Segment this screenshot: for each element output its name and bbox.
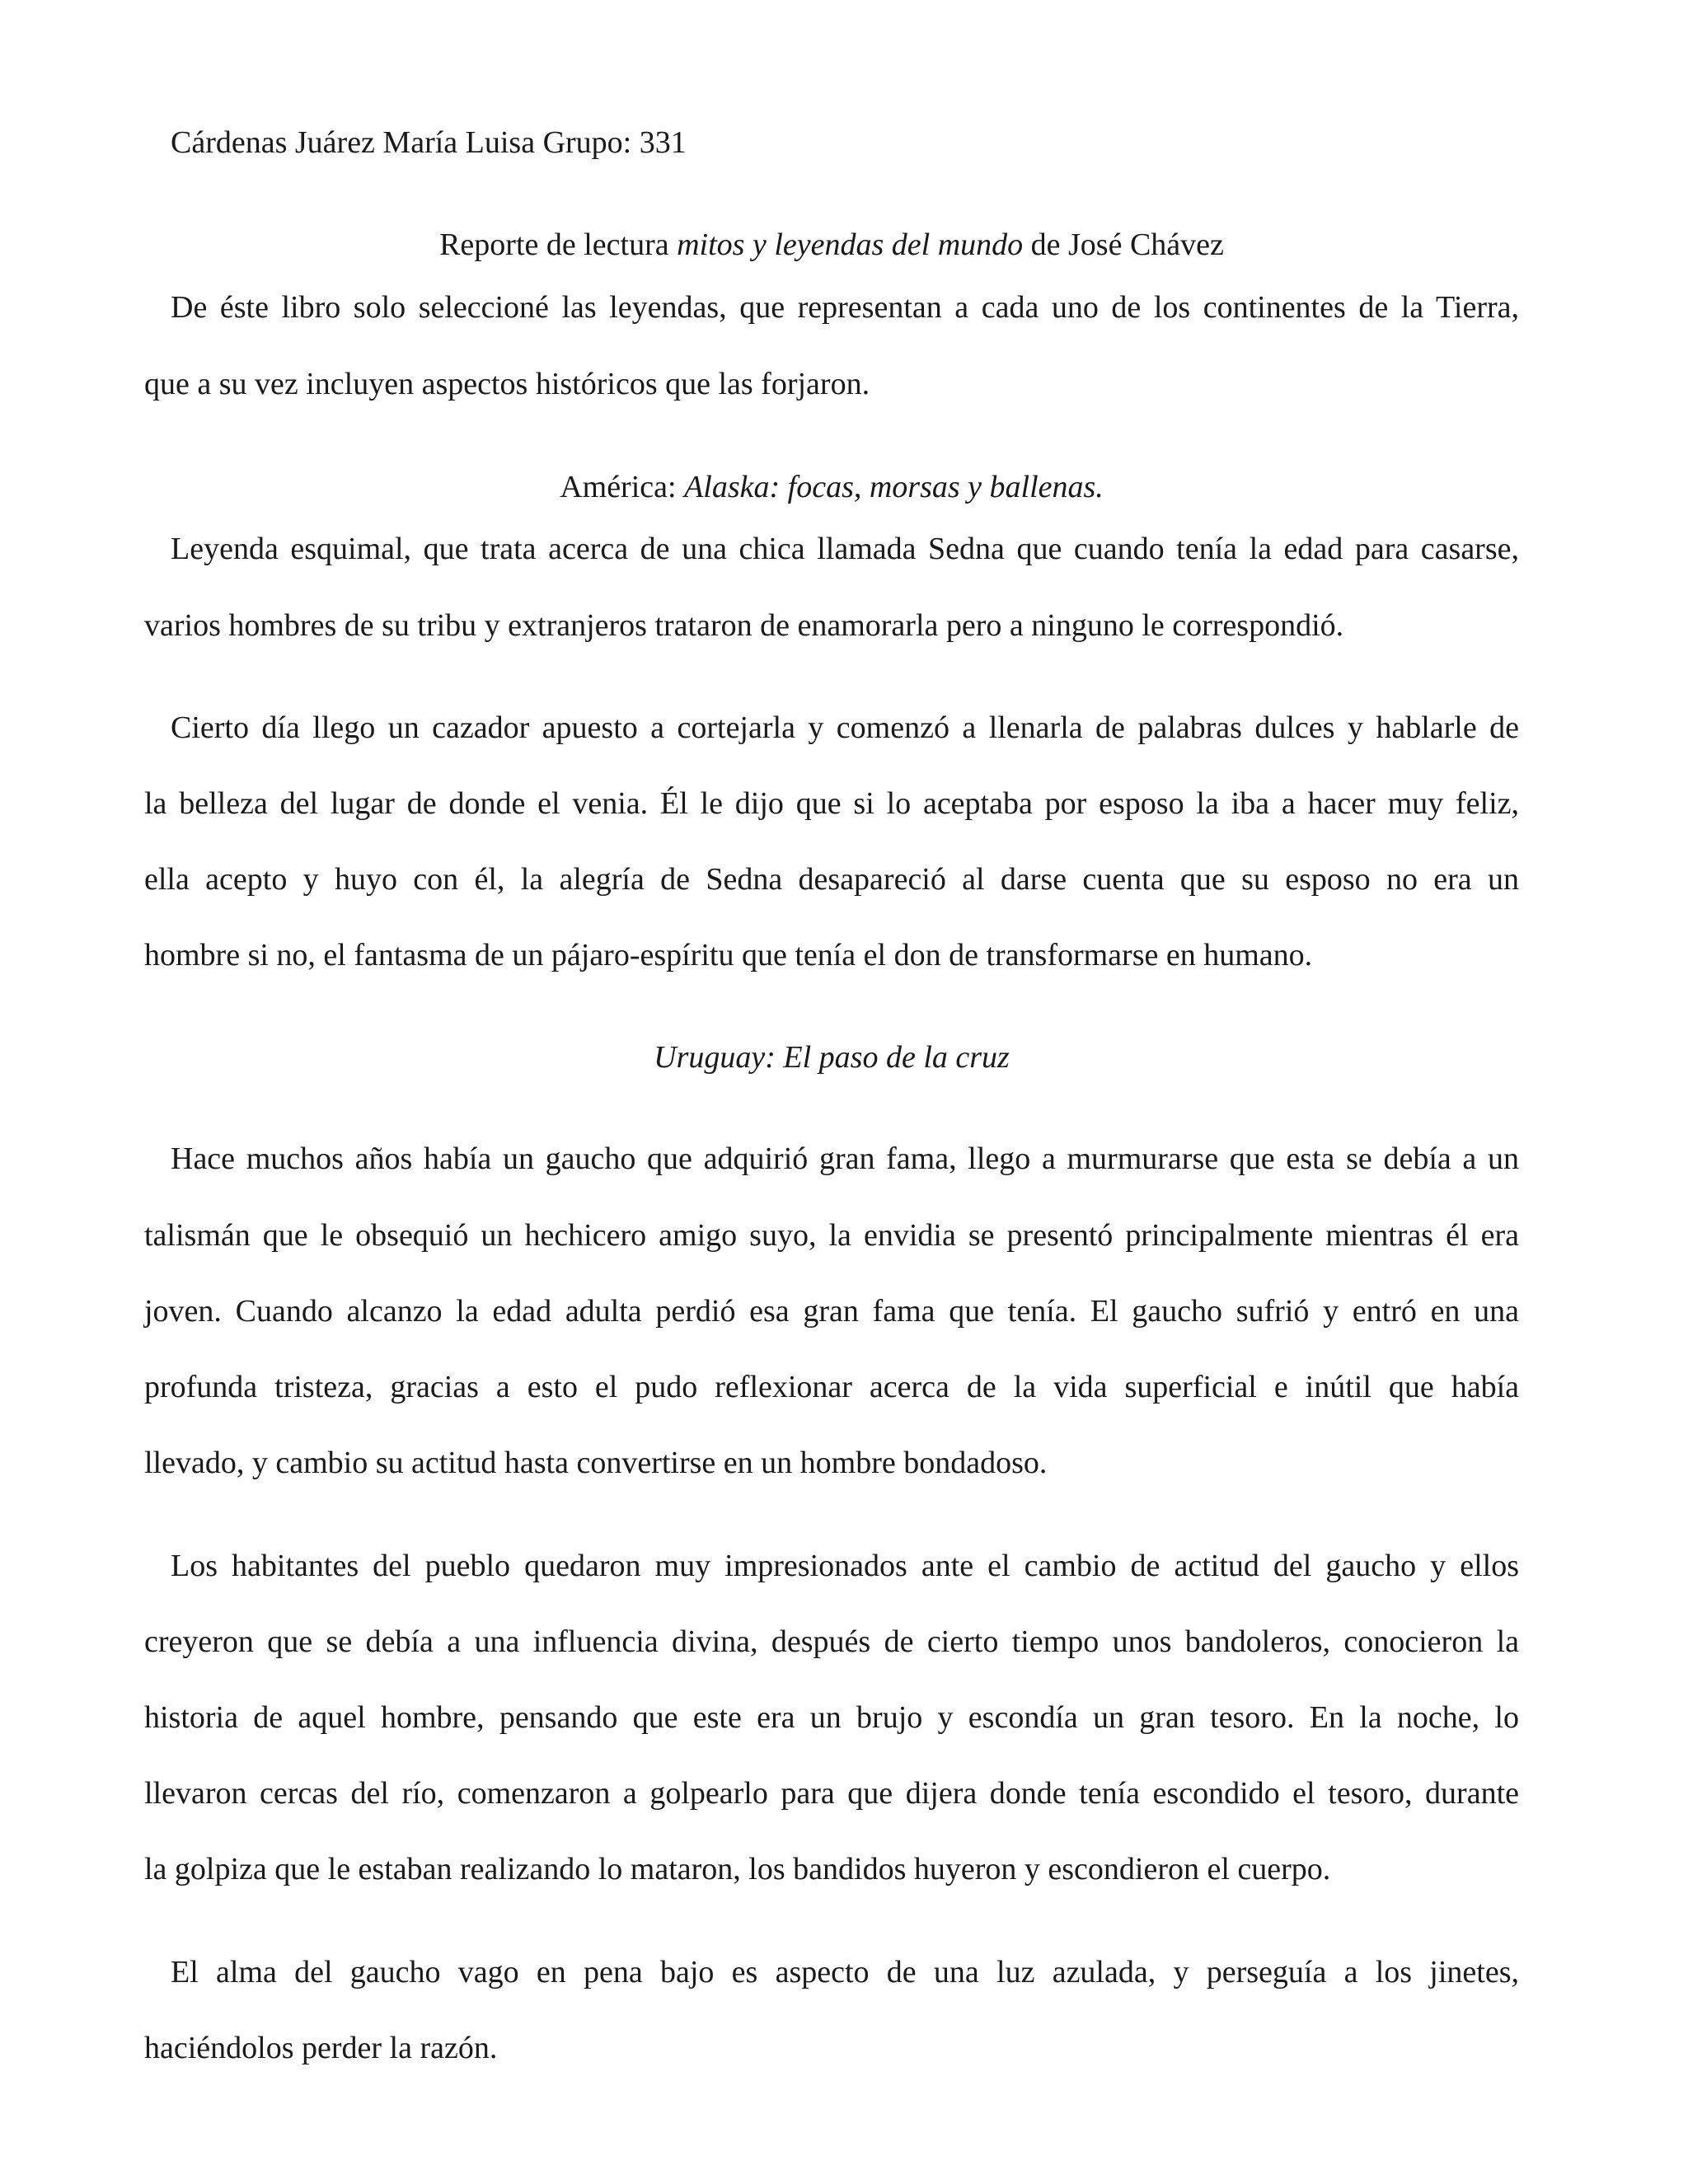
uruguay-p1-line-2: talismán que le obsequió un hechicero amigo suyo, la envidia se presentó principalmente mientras él era — [144, 1218, 1519, 1253]
america-p2-line-4: hombre si no, el fantasma de un pájaro-espíritu que tenía el don de transformarse en humano. — [144, 938, 1313, 972]
uruguay-p2-line-1: Los habitantes del pueblo quedaron muy impresionados ante el cambio de actitud del gaucho y ellos — [171, 1549, 1519, 1583]
uruguay-p2-line-4: llevaron cercas del río, comenzaron a golpearlo para que dijera donde tenía escondido el tesoro, durante — [144, 1776, 1519, 1811]
america-p1-line-2: varios hombres de su tribu y extranjeros trataron de enamorarla pero a ninguno le correspondió. — [144, 608, 1344, 643]
america-p2-line-3: ella acepto y huyo con él, la alegría de Sedna desapareció al darse cuenta que su esposo no era un — [144, 862, 1519, 897]
uruguay-p2-line-5: la golpiza que le estaban realizando lo mataron, los bandidos huyeron y escondieron el cuerpo. — [144, 1852, 1331, 1886]
america-p2-line-1: Cierto día llego un cazador apuesto a cortejarla y comenzó a llenarla de palabras dulces y hablarle de — [171, 710, 1519, 745]
america-heading-prefix: América: — [560, 470, 685, 504]
uruguay-heading-text: Uruguay: El paso de la cruz — [654, 1040, 1010, 1075]
uruguay-p2-line-2: creyeron que se debía a una influencia divina, después de cierto tiempo unos bandoleros, conocieron la — [144, 1624, 1519, 1659]
intro-line-1: De éste libro solo seleccioné las leyendas, que representan a cada uno de los continentes de la Tierra, — [171, 290, 1519, 325]
uruguay-heading — [144, 1038, 1519, 1076]
america-heading — [144, 468, 1519, 506]
uruguay-p1-line-4: profunda tristeza, gracias a esto el pudo reflexionar acerca de la vida superficial e inútil que había — [144, 1370, 1519, 1404]
uruguay-p3-line-2: haciéndolos perder la razón. — [144, 2031, 498, 2065]
uruguay-p3-line-1: El alma del gaucho vago en pena bajo es aspecto de una luz azulada, y perseguía a los jinetes, — [171, 1955, 1519, 1990]
uruguay-p1-line-3: joven. Cuando alcanzo la edad adulta perdió esa gran fama que tenía. El gaucho sufrió y entró en una — [144, 1294, 1519, 1329]
uruguay-p1-line-1: Hace muchos años había un gaucho que adquirió gran fama, llego a murmurarse que esta se debía a un — [171, 1141, 1519, 1176]
title-suffix: de José Chávez — [1023, 227, 1224, 262]
america-p2-line-2: la belleza del lugar de donde el venia. Él le dijo que si lo aceptaba por esposo la iba a hacer muy feliz, — [144, 786, 1519, 821]
intro-line-2: que a su vez incluyen aspectos históricos que las forjaron. — [144, 367, 870, 401]
america-heading-italic: Alaska: focas, morsas y ballenas. — [684, 470, 1104, 504]
report-title — [144, 226, 1519, 264]
author-line: Cárdenas Juárez María Luisa Grupo: 331 — [171, 125, 687, 160]
uruguay-p2-line-3: historia de aquel hombre, pensando que este era un brujo y escondía un gran tesoro. En la noche, lo — [144, 1700, 1519, 1735]
title-book: mitos y leyendas del mundo — [677, 227, 1024, 262]
america-p1-line-1: Leyenda esquimal, que trata acerca de una chica llamada Sedna que cuando tenía la edad para casarse, — [171, 532, 1519, 566]
uruguay-p1-line-5: llevado, y cambio su actitud hasta convertirse en un hombre bondadoso. — [144, 1446, 1048, 1480]
title-prefix: Reporte de lectura — [439, 227, 678, 262]
